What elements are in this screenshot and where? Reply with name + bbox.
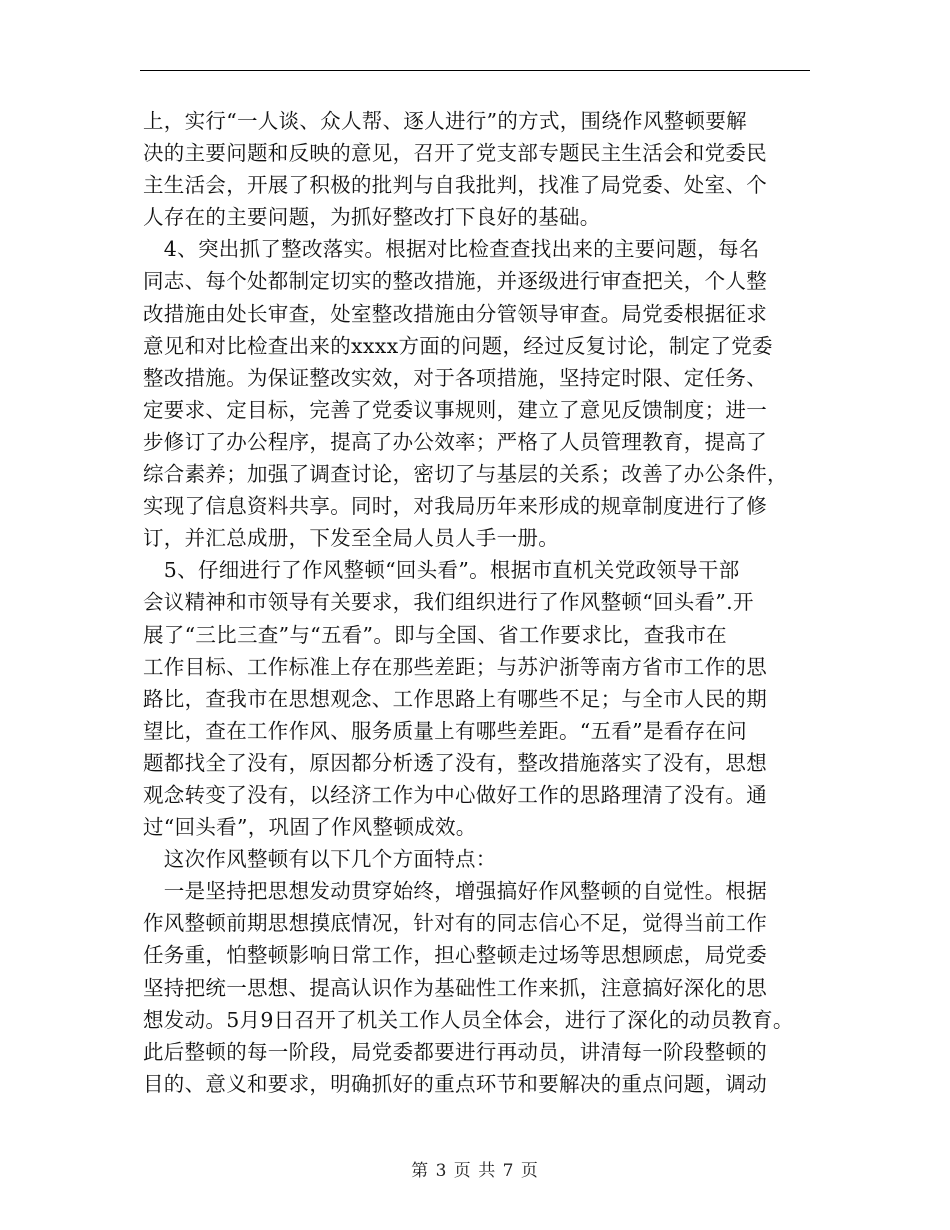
text-line: 工作目标、工作标准上存在那些差距；与苏沪浙等南方省市工作的思 (143, 654, 767, 679)
text-line: 任务重，怕整顿影响日常工作，担心整顿走过场等思想顾虑，局党委 (143, 943, 767, 968)
text-line: 5、仔细进行了作风整顿“回头看”。根据市直机关党政领导干部 (143, 558, 740, 583)
text-line: 意见和对比检查出来的xxxx方面的问题，经过反复讨论，制定了党委 (143, 333, 773, 358)
text-line: 这次作风整顿有以下几个方面特点： (143, 847, 497, 872)
text-line: 过“回头看”，巩固了作风整顿成效。 (143, 815, 477, 840)
text-line: 上，实行“一人谈、众人帮、逐人进行”的方式，围绕作风整顿要解 (143, 109, 747, 133)
header-rule (140, 70, 810, 71)
text-line: 路比，查我市在思想观念、工作思路上有哪些不足；与全市人民的期 (143, 686, 767, 711)
text-line: 一是坚持把思想发动贯穿始终，增强搞好作风整顿的自觉性。根据 (143, 879, 767, 904)
text-line: 实现了信息资料共享。同时，对我局历年来形成的规章制度进行了修 (143, 494, 767, 519)
text-line: 步修订了办公程序，提高了办公效率；严格了人员管理教育，提高了 (143, 429, 767, 454)
text-line: 想发动。5月9日召开了机关工作人员全体会，进行了深化的动员教育。 (143, 1007, 794, 1032)
text-line: 会议精神和市领导有关要求，我们组织进行了作风整顿“回头看”.开 (143, 590, 754, 615)
text-line: 题都找全了没有，原因都分析透了没有，整改措施落实了没有，思想 (143, 750, 767, 775)
text-line: 定要求、定目标，完善了党委议事规则，建立了意见反馈制度；进一 (143, 397, 767, 422)
text-line: 坚持把统一思想、提高认识作为基础性工作来抓，注意搞好深化的思 (143, 975, 767, 1000)
text-line: 作风整顿前期思想摸底情况，针对有的同志信心不足，觉得当前工作 (143, 911, 767, 936)
text-line: 改措施由处长审查，处室整改措施由分管领导审查。局党委根据征求 (143, 301, 767, 326)
text-line: 综合素养；加强了调查讨论，密切了与基层的关系；改善了办公条件， (143, 462, 788, 487)
text-line: 同志、每个处都制定切实的整改措施，并逐级进行审查把关，个人整 (143, 269, 767, 294)
text-line: 此后整顿的每一阶段，局党委都要进行再动员，讲清每一阶段整顿的 (143, 1039, 767, 1064)
text-line: 人存在的主要问题，为抓好整改打下良好的基础。 (143, 205, 601, 230)
text-line: 主生活会，开展了积极的批判与自我批判，找准了局党委、处室、个 (143, 173, 767, 198)
text-line: 观念转变了没有，以经济工作为中心做好工作的思路理清了没有。通 (143, 782, 767, 807)
text-line: 展了“三比三查”与“五看”。即与全国、省工作要求比，查我市在 (143, 622, 727, 647)
text-line: 整改措施。为保证整改实效，对于各项措施，坚持定时限、定任务、 (143, 365, 767, 390)
page-number: 第 3 页 共 7 页 (411, 1161, 539, 1181)
text-line: 目的、意义和要求，明确抓好的重点环节和要解决的重点问题，调动 (143, 1071, 767, 1096)
text-line: 订，并汇总成册，下发至全局人员人手一册。 (143, 526, 559, 551)
text-line: 望比，查在工作作风、服务质量上有哪些差距。“五看”是看存在问 (143, 718, 747, 743)
text-line: 决的主要问题和反映的意见，召开了党支部专题民主生活会和党委民 (143, 141, 767, 166)
document-body (143, 105, 813, 1100)
text-line: 4、突出抓了整改落实。根据对比检查查找出来的主要问题，每名 (143, 237, 760, 262)
